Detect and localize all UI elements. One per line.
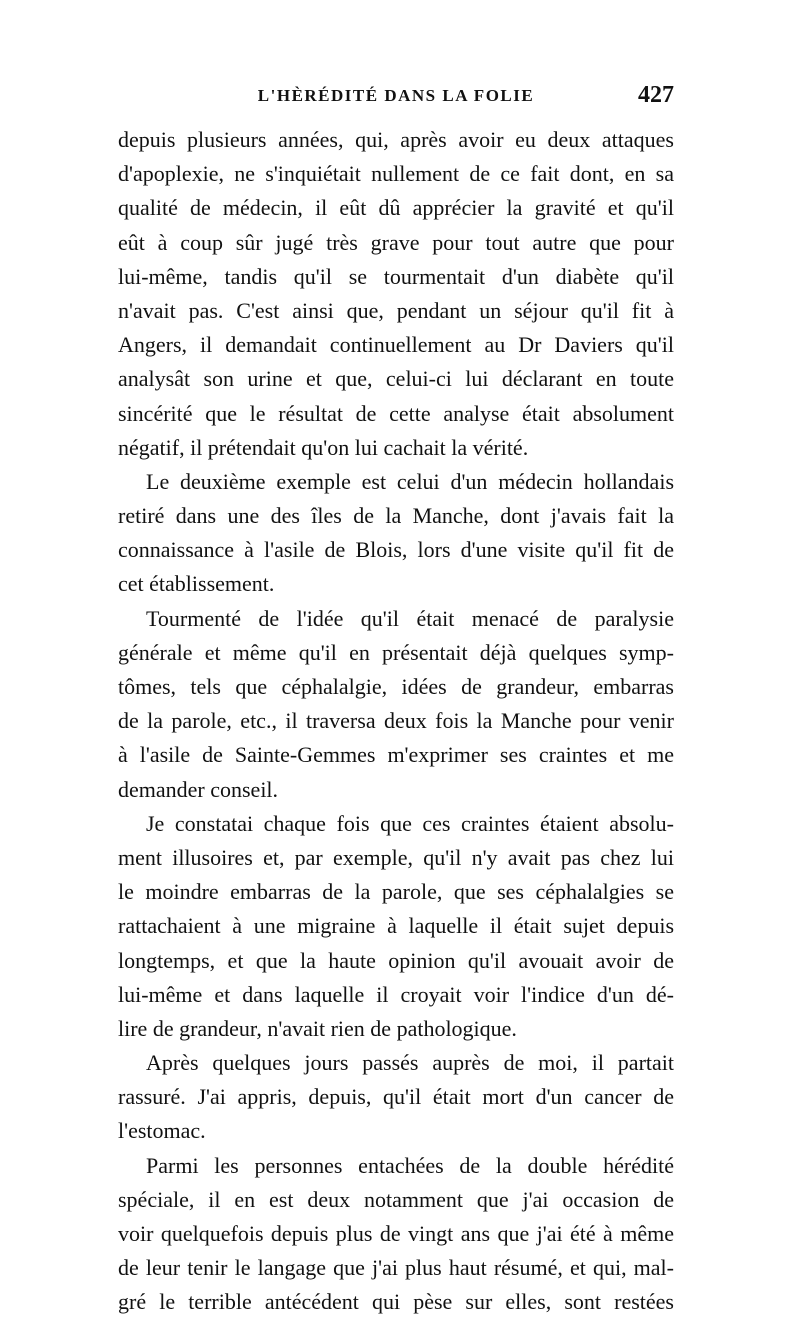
text-line: Après quelques jours passés auprès de moi, il partait [146, 1050, 674, 1076]
text-line: retiré dans une des îles de la Manche, dont j'avais fait la [118, 503, 674, 529]
text-line: rassuré. J'ai appris, depuis, qu'il était mort d'un cancer de [118, 1084, 674, 1110]
text-line: demander conseil. [118, 776, 279, 802]
text-line: analysât son urine et que, celui-ci lui déclarant en toute [118, 366, 674, 392]
text-line: qualité de médecin, il eût dû apprécier la gravité et qu'il [118, 195, 674, 221]
text-line: gré le terrible antécédent qui pèse sur elles, sont restées [118, 1289, 674, 1315]
text-line: longtemps, et que la haute opinion qu'il avouait avoir de [118, 947, 674, 973]
text-line: de la parole, etc., il traversa deux fois la Manche pour venir [118, 708, 674, 734]
text-line: voir quelquefois depuis plus de vingt ans que j'ai été à même [118, 1221, 674, 1246]
text-line: rattachaient à une migraine à laquelle il était sujet depuis [118, 913, 674, 939]
text-line: Parmi les personnes entachées de la double hérédité [146, 1152, 674, 1178]
page-number: 427 [638, 82, 674, 108]
text-line: lire de grandeur, n'avait rien de pathologique. [118, 1015, 517, 1041]
text-line: Le deuxième exemple est celui d'un médecin hollandais [146, 468, 674, 494]
text-line: négatif, il prétendait qu'on lui cachait la vérité. [118, 434, 529, 460]
text-line: tômes, tels que céphalalgie, idées de grandeur, embarras [118, 674, 674, 699]
text-line: spéciale, il en est deux notamment que j'ai occasion de [118, 1186, 674, 1212]
running-title: L'HÈRÉDITÉ DANS LA FOLIE [257, 86, 535, 105]
body-text [118, 123, 674, 1320]
text-line: sincérité que le résultat de cette analyse était absolument [118, 400, 674, 426]
text-line: Je constatai chaque fois que ces craintes étaient absolu- [146, 810, 674, 836]
text-line: le moindre embarras de la parole, que ses céphalalgies se [118, 879, 674, 905]
text-line: Angers, il demandait continuellement au Dr Daviers qu'il [118, 332, 674, 358]
text-line: de leur tenir le langage que j'ai plus haut résumé, et qui, mal- [118, 1255, 674, 1281]
text-line: connaissance à l'asile de Blois, lors d'une visite qu'il fit de [118, 537, 674, 563]
text-line: cet établissement. [118, 571, 275, 597]
text-line: Tourmenté de l'idée qu'il était menacé de paralysie [146, 605, 674, 631]
text-line: générale et même qu'il en présentait déjà quelques symp- [118, 639, 674, 665]
text-line: d'apoplexie, ne s'inquiétait nullement de ce fait dont, en sa [118, 161, 674, 187]
text-line: lui-même, tandis qu'il se tourmentait d'un diabète qu'il [118, 263, 674, 289]
running-head [118, 82, 674, 122]
text-line: depuis plusieurs années, qui, après avoir eu deux attaques [118, 127, 674, 152]
text-line: l'estomac. [118, 1118, 206, 1144]
text-line: à l'asile de Sainte-Gemmes m'exprimer ses craintes et me [118, 742, 674, 768]
text-line: n'avait pas. C'est ainsi que, pendant un séjour qu'il fit à [118, 297, 674, 323]
text-line: eût à coup sûr jugé très grave pour tout autre que pour [118, 229, 674, 255]
text-line: lui-même et dans laquelle il croyait voir l'indice d'un dé- [118, 981, 674, 1007]
text-line: ment illusoires et, par exemple, qu'il n'y avait pas chez lui [118, 844, 674, 870]
